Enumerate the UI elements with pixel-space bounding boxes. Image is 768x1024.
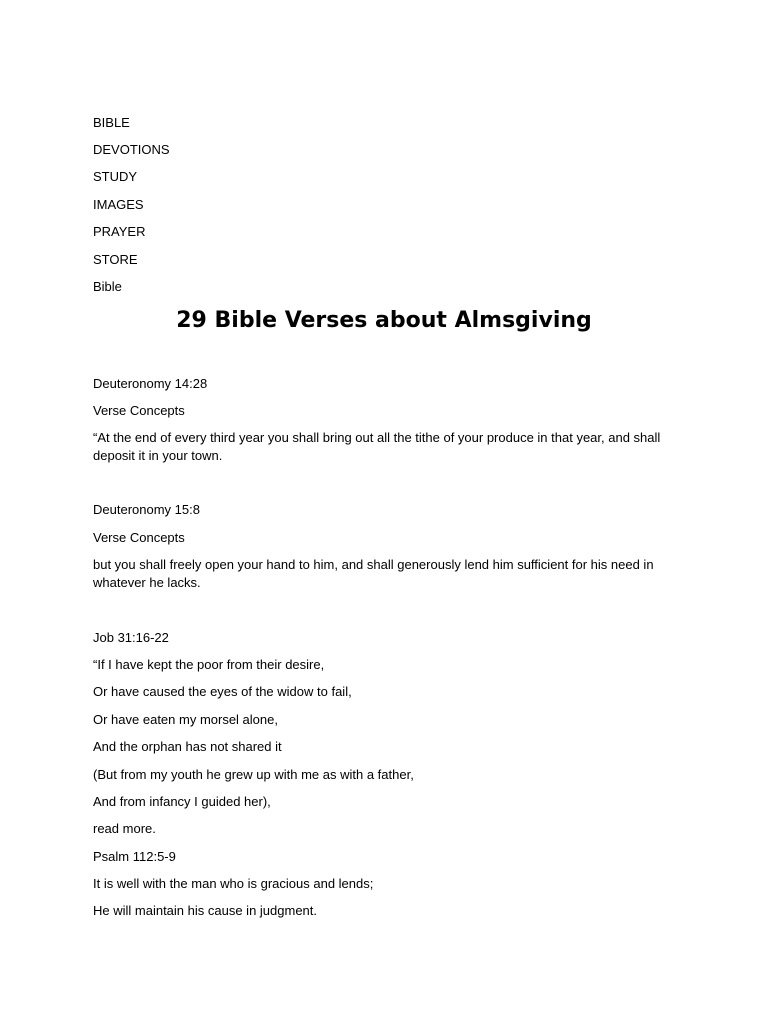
verse-line: (But from my youth he grew up with me as with a father,	[93, 767, 414, 782]
verse-concepts-link[interactable]: Verse Concepts	[93, 403, 185, 418]
nav-item-images[interactable]: IMAGES	[93, 197, 144, 212]
verse-line: He will maintain his cause in judgment.	[93, 903, 317, 918]
verse-reference[interactable]: Job 31:16-22	[93, 630, 169, 645]
verse-text: but you shall freely open your hand to him, and shall generously lend him sufficient for his need in whatever he lacks.	[93, 557, 654, 590]
verse-line: And the orphan has not shared it	[93, 739, 282, 754]
verse-line: It is well with the man who is gracious and lends;	[93, 876, 374, 891]
verse-concepts-link[interactable]: Verse Concepts	[93, 530, 185, 545]
verse-line: And from infancy I guided her),	[93, 794, 271, 809]
nav-item-bible[interactable]: BIBLE	[93, 115, 130, 130]
verse-line: Or have caused the eyes of the widow to fail,	[93, 684, 352, 699]
nav-item-prayer[interactable]: PRAYER	[93, 224, 146, 239]
nav-item-store[interactable]: STORE	[93, 252, 138, 267]
verse-line: “If I have kept the poor from their desire,	[93, 657, 325, 672]
verse-reference[interactable]: Psalm 112:5-9	[93, 849, 176, 864]
read-more-link[interactable]: read more.	[93, 821, 156, 836]
nav-item-devotions[interactable]: DEVOTIONS	[93, 142, 170, 157]
nav-item-study[interactable]: STUDY	[93, 169, 138, 184]
verse-text: “At the end of every third year you shall bring out all the tithe of your produce in that year, and shall deposit it in your town.	[93, 430, 661, 463]
verse-reference[interactable]: Deuteronomy 14:28	[93, 376, 208, 391]
verse-line: Or have eaten my morsel alone,	[93, 712, 278, 727]
page-title: 29 Bible Verses about Almsgiving	[176, 308, 592, 333]
verse-reference[interactable]: Deuteronomy 15:8	[93, 502, 200, 517]
breadcrumb[interactable]: Bible	[93, 279, 122, 294]
